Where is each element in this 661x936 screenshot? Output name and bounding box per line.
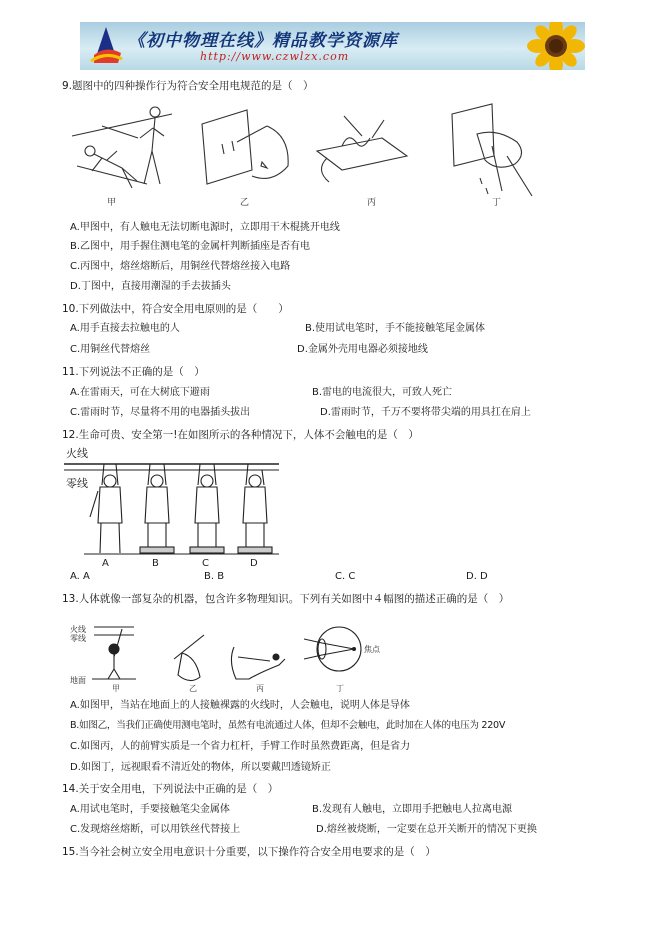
banner-url[interactable]: http://www.czwlzx.com (200, 50, 350, 63)
question-9-stem: 9.题图中的四种操作行为符合安全用电规范的是（ ） (62, 80, 314, 92)
question-11-option-a[interactable]: A.在雷雨天，可在大树底下避雨 (70, 387, 210, 398)
question-13-option-a[interactable]: A.如图甲，当站在地面上的人接触裸露的火线时，人会触电，说明人体是导体 (70, 700, 410, 711)
question-13-option-c[interactable]: C.如图丙，人的前臂实质是一个省力杠杆，手臂工作时虽然费距离，但是省力 (70, 741, 411, 752)
hand-tester-icon (174, 635, 204, 681)
question-10-option-c[interactable]: C.用铜丝代替熔丝 (70, 344, 151, 355)
q13-caption-bing: 丙 (256, 684, 264, 692)
q13-focus-label: 焦点 (364, 645, 380, 654)
rescue-scene-icon (72, 107, 172, 188)
person-a-icon (90, 464, 122, 553)
sunflower-icon (518, 22, 585, 70)
question-10-option-a[interactable]: A.用手直接去拉触电的人 (70, 323, 180, 334)
question-14-option-c[interactable]: C.发现熔丝熔断，可以用铁丝代替接上 (70, 824, 241, 835)
question-9-option-a[interactable]: A.甲图中，有人触电无法切断电源时，立即用干木棍挑开电线 (70, 222, 340, 233)
question-9-option-c[interactable]: C.丙图中，熔丝熔断后，用铜丝代替熔丝接入电路 (70, 261, 291, 272)
q12-label-a: A (102, 558, 109, 568)
question-13-stem: 13.人体就像一部复杂的机器，包含许多物理知识。下列有关如图中４幅图的描述正确的是（ ） (62, 593, 510, 605)
q13-zero-label: 零线 (70, 634, 86, 643)
q12-label-b: B (152, 558, 159, 568)
person-c-icon (190, 464, 224, 553)
q12-label-c: C (202, 558, 209, 568)
question-11-stem: 11.下列说法不正确的是（ ） (62, 366, 205, 378)
eye-diagram-icon (304, 627, 361, 671)
question-12-option-b[interactable]: B. B (204, 571, 225, 582)
question-14-option-b[interactable]: B.发现有人触电，立即用手把触电人拉离电源 (312, 804, 513, 815)
q12-label-d: D (250, 558, 258, 568)
question-11-option-d[interactable]: D.雷雨时节，千万不要将带尖端的用具扛在肩上 (320, 407, 531, 418)
question-14-stem: 14.关于安全用电，下列说法中正确的是（ ） (62, 783, 279, 795)
question-9-option-d[interactable]: D.丁图中，直接用潮湿的手去拔插头 (70, 281, 231, 292)
site-logo-icon (88, 25, 124, 67)
question-9-option-b[interactable]: B.乙图中，用手握住测电笔的金属杆判断插座是否有电 (70, 241, 311, 252)
question-12-stem: 12.生命可贵、安全第一!在如图所示的各种情况下，人体不会触电的是（ ） (62, 429, 419, 441)
question-15-stem: 15.当今社会树立安全用电意识十分重要，以下操作符合安全用电要求的是（ ） (62, 846, 436, 858)
question-9-figure (62, 96, 562, 211)
question-12-option-a[interactable]: A. A (70, 571, 90, 582)
q9-caption-yi: 乙 (240, 198, 250, 208)
q13-fire-label: 火线 (70, 625, 86, 634)
q9-caption-jia: 甲 (107, 198, 117, 208)
q13-caption-yi: 乙 (189, 684, 197, 692)
person-b-icon (140, 464, 174, 553)
q13-ground-label: 地面 (70, 676, 86, 685)
q13-caption-ding: 丁 (336, 684, 344, 692)
question-11-option-c[interactable]: C.雷雨时节，尽量将不用的电器插头拔出 (70, 407, 251, 418)
q9-caption-bing: 丙 (367, 198, 377, 208)
socket-tester-icon (202, 110, 288, 184)
question-14-option-a[interactable]: A.用试电笔时，手要接触笔尖金属体 (70, 804, 230, 815)
fuse-holder-icon (317, 116, 407, 182)
question-10-option-d[interactable]: D.金属外壳用电器必须接地线 (297, 344, 428, 355)
question-12-option-c[interactable]: C. C (335, 571, 356, 582)
question-13-option-d[interactable]: D.如图丁，远视眼看不清近处的物体，所以要戴凹透镜矫正 (70, 762, 331, 773)
q12-fire-line-label: 火线 (66, 447, 88, 460)
question-13-option-b[interactable]: B.如图乙，当我们正确使用测电笔时，虽然有电流通过人体，但却不会触电，此时加在人体的电压为 220V (70, 720, 506, 731)
question-12-option-d[interactable]: D. D (466, 571, 488, 582)
q9-caption-ding: 丁 (492, 198, 502, 208)
header-banner (80, 22, 585, 70)
person-touch-wire-icon (92, 627, 136, 679)
q12-zero-line-label: 零线 (66, 477, 88, 490)
q13-caption-jia: 甲 (112, 684, 120, 692)
question-10-stem: 10.下列做法中，符合安全用电原则的是（ ） (62, 303, 289, 315)
banner-title: 《初中物理在线》精品教学资源库 (128, 31, 398, 51)
wet-hand-plug-icon (452, 104, 532, 196)
forearm-lever-icon (231, 647, 285, 679)
question-12-figure (64, 443, 284, 568)
question-14-option-d[interactable]: D.熔丝被烧断，一定要在总开关断开的情况下更换 (316, 824, 537, 835)
person-d-icon (238, 464, 272, 553)
question-11-option-b[interactable]: B.雷电的电流很大，可致人死亡 (312, 387, 453, 398)
question-10-option-b[interactable]: B.使用试电笔时，手不能接触笔尾金属体 (305, 323, 486, 334)
question-13-figure (64, 617, 404, 692)
